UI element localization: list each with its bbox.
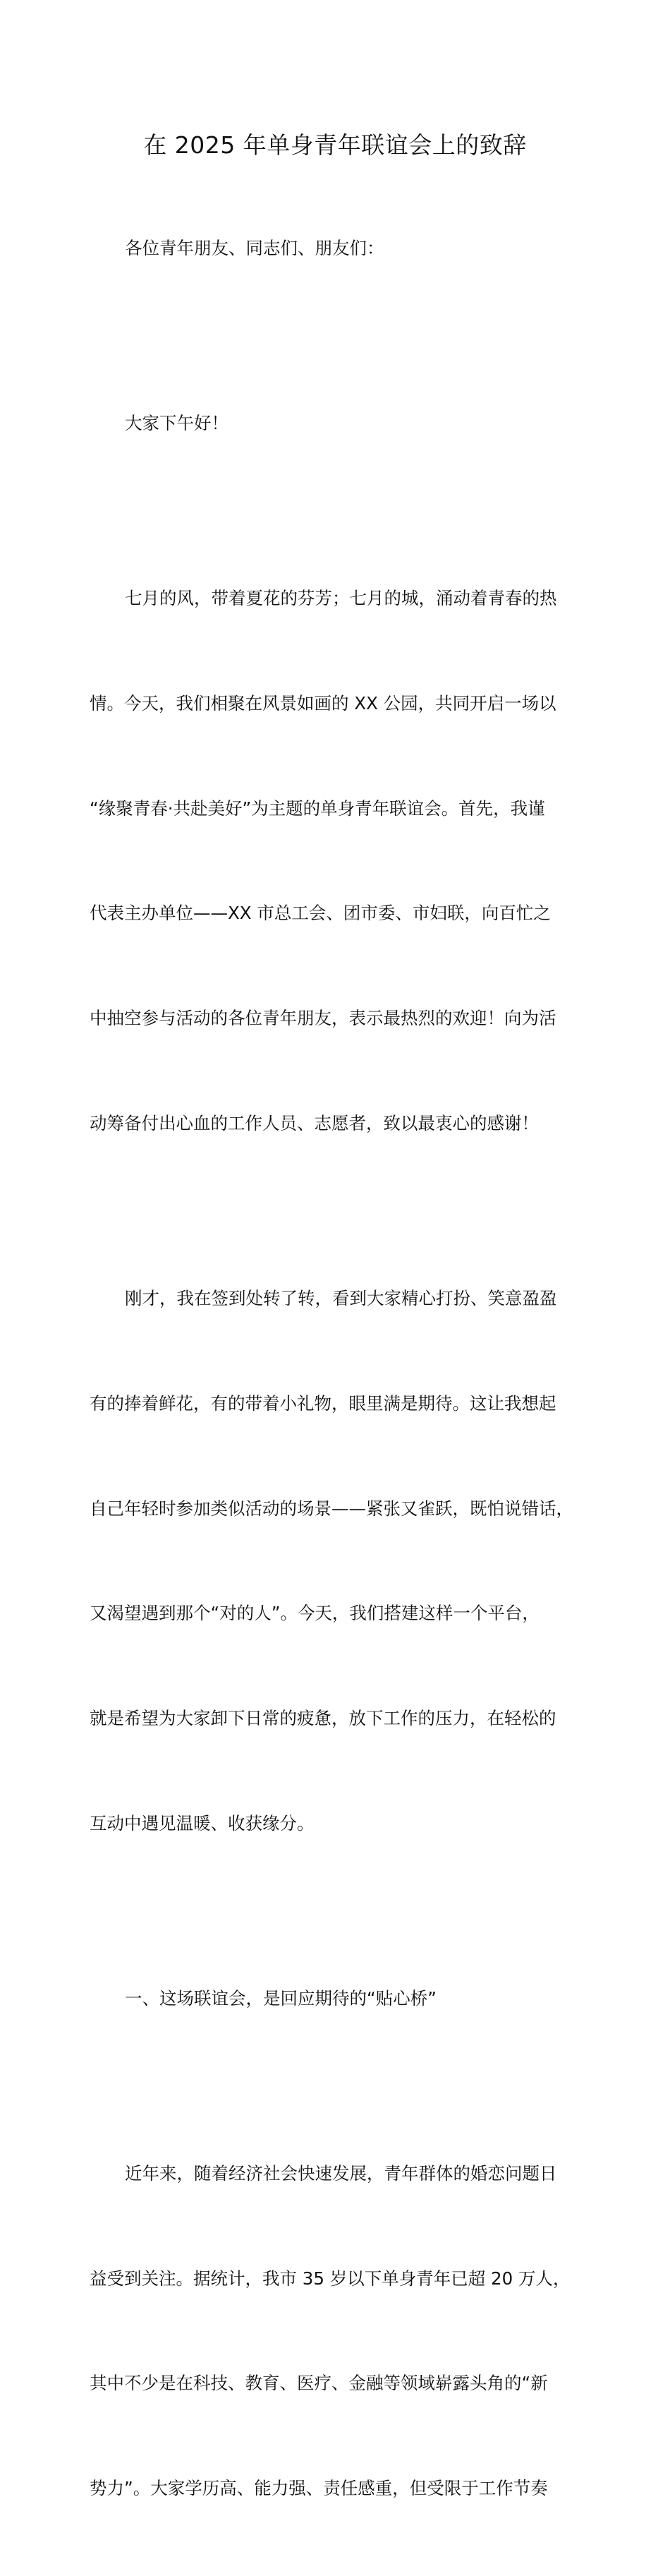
reflection-paragraph <box>90 1211 597 1911</box>
text-line: 近年来，随着经济社会快速发展，青年群体的婚恋问题日 <box>125 2162 557 2184</box>
text-line: 又渴望遇到那个“对的人”。今天，我们搭建这样一个平台， <box>90 1603 540 1624</box>
salutation-paragraph <box>90 161 597 336</box>
section-paragraph <box>90 2086 597 2576</box>
text-line: 自己年轻时参加类似活动的场景——紧张又雀跃，既怕说错话， <box>90 1498 573 1519</box>
text-line: 就是希望为大家卸下日常的疲惫，放下工作的压力，在轻松的 <box>90 1708 556 1729</box>
text-line: 有的捧着鲜花，有的带着小礼物，眼里满是期待。这让我想起 <box>90 1392 556 1414</box>
text-line: 七月的风，带着夏花的芬芳；七月的城，涌动着青春的热 <box>125 588 557 609</box>
text-line: 中抽空参与活动的各位青年朋友，表示最热烈的欢迎！向为活 <box>90 1008 556 1029</box>
text-line: 大家下午好！ <box>125 413 229 434</box>
greeting-paragraph <box>90 336 597 511</box>
text-line: 互动中遇见温暖、收获缘分。 <box>90 1812 315 1834</box>
text-line: 益受到关注。据统计，我市 35 岁以下单身青年已超 20 万人， <box>90 2268 571 2289</box>
text-line: 情。今天，我们相聚在风景如画的 XX 公园，共同开启一场以 <box>90 692 556 714</box>
opening-paragraph <box>90 511 597 1211</box>
section-heading <box>90 1911 597 2086</box>
document-title: 在 2025 年单身青年联谊会上的致辞 <box>143 131 527 159</box>
text-line: 其中不少是在科技、教育、医疗、金融等领域崭露头角的“新 <box>90 2373 548 2394</box>
document-body <box>90 161 597 2576</box>
text-line: 动筹备付出心血的工作人员、志愿者，致以最衷心的感谢！ <box>90 1113 539 1134</box>
text-line: 各位青年朋友、同志们、朋友们： <box>125 238 384 259</box>
text-line: “缘聚青春·共赴美好”为主题的单身青年联谊会。首先，我谨 <box>90 798 545 819</box>
text-line: 刚才，我在签到处转了转，看到大家精心打扮、笑意盈盈 <box>125 1288 557 1308</box>
text-line: 势力”。大家学历高、能力强、责任感重，但受限于工作节奏 <box>90 2478 548 2499</box>
text-line: 一、这场联谊会，是回应期待的“贴心桥” <box>125 1987 437 2009</box>
text-line: 代表主办单位——XX 市总工会、团市委、市妇联，向百忙之 <box>90 903 551 924</box>
